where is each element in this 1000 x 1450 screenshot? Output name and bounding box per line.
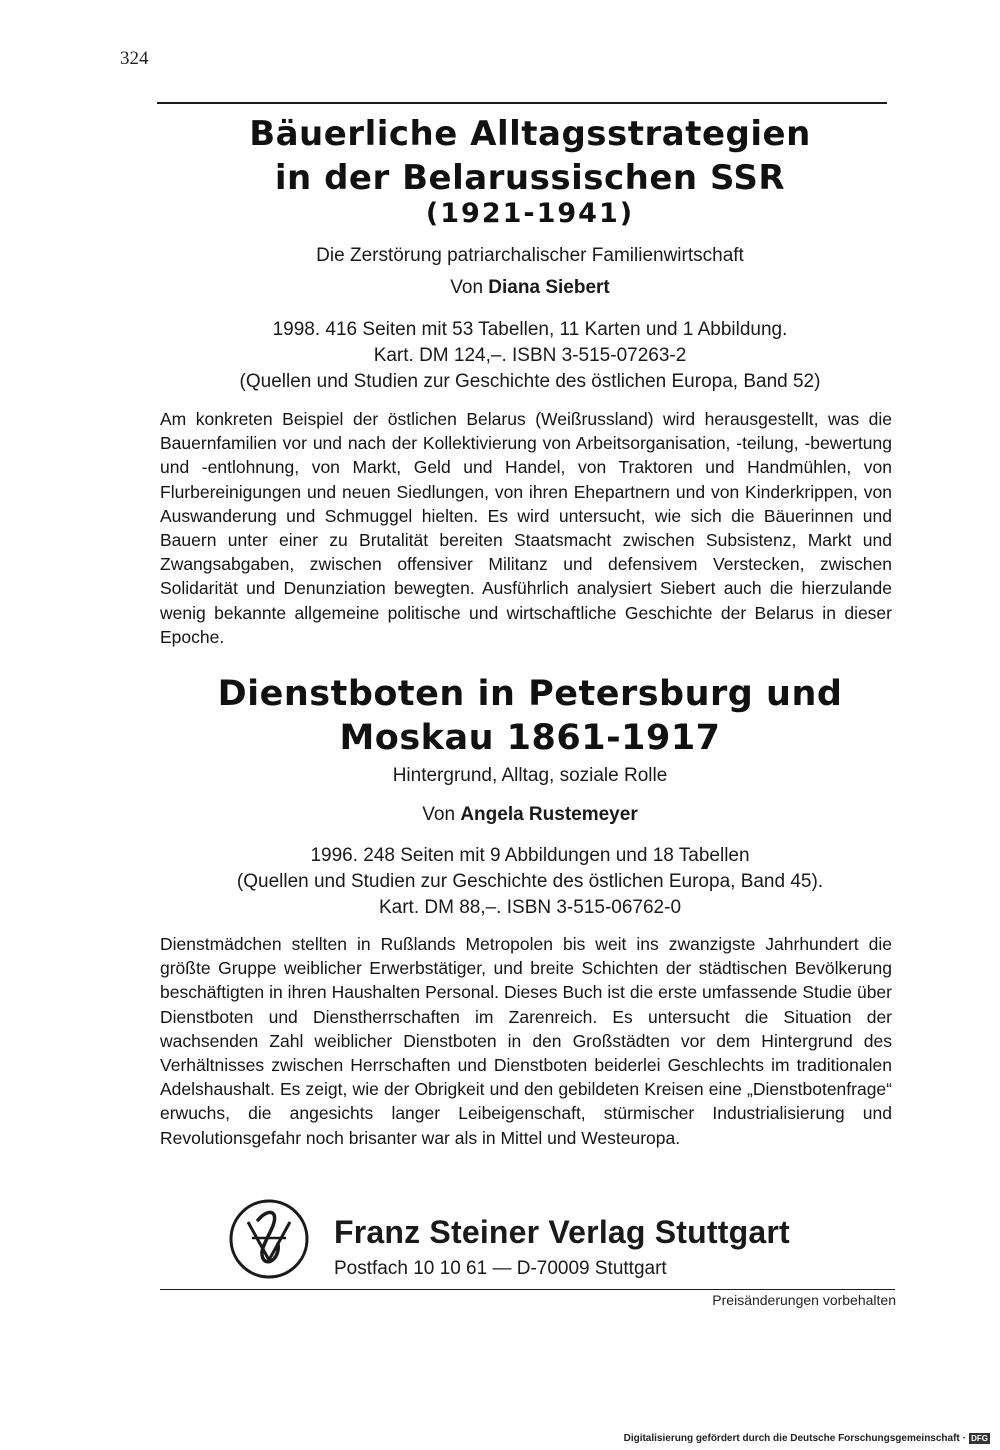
steiner-verlag-logo-icon	[228, 1198, 310, 1280]
bottom-rule	[160, 1289, 895, 1290]
top-rule	[157, 102, 887, 104]
book1-author: Diana Siebert	[488, 277, 610, 298]
book1-subtitle: Die Zerstörung patriarchalischer Familienwirtschaft	[316, 245, 744, 266]
book2-details-line3: Kart. DM 88,–. ISBN 3-515-06762-0	[378, 897, 682, 918]
book2-author-line	[150, 802, 910, 827]
book2-description: Dienstmädchen stellten in Rußlands Metropolen bis weit ins zwanzigste Jahrhundert die größte Gruppe weiblicher Erwerbstätiger, und breite Schichten der städtischen Bevölkerung beschäftigten in ihren Haushalten Personal. Dieses Buch ist die erste umfassende Studie über Dienstboten und Dienstherrschaften im Zarenreich. Es untersucht die Situation der wachsenden Zahl weiblicher Dienstboten in den Großstädten vor dem Hintergrund des Verhältnisses zwischen Herrschaften und Dienstboten beiderlei Geschlechts im traditionalen Adelshaushalt. Es zeigt, wie der Obrigkeit und den gebildeten Kreisen eine „Dienstbotenfrage“ erwuchs, die angesichts langer Leibeigenschaft, stürmischer Industrialisierung und Revolutionsgefahr noch brisanter war als in Mittel und Westeuropa.	[160, 934, 892, 1148]
book2-author: Angela Rustemeyer	[460, 804, 638, 825]
book2-details-line1: 1996. 248 Seiten mit 9 Abbildungen und 18 Tabellen	[310, 845, 750, 866]
book2-title-line2: Moskau 1861-1917	[339, 718, 721, 758]
publisher-address: Postfach 10 10 61 — D-70009 Stuttgart	[334, 1258, 667, 1279]
book1-title-line1: Bäuerliche Alltagsstrategien	[249, 114, 811, 154]
book1-details-line1: 1998. 416 Seiten mit 53 Tabellen, 11 Karten und 1 Abbildung.	[272, 319, 788, 340]
book1-description: Am konkreten Beispiel der östlichen Belarus (Weißrussland) wird herausgestellt, was die Bauernfamilien vor und nach der Kollektivierung von Arbeitsorganisation, -teilung, -bewertung und -entlohnung, von Markt, Geld und Handel, von Traktoren und Handmühlen, von Flurbereinigungen und neuen Siedlungen, von ihren Ehepartnern und von Kinderkrippen, von Auswanderung und Schmuggel hielten. Es wird untersucht, wie sich die Bäuerinnen und Bauern unter einer zu Brutalität bereiten Staatsmacht zwischen Subsistenz, Markt und Zwangsabgaben, zwischen offensiver Militanz und defensivem Verstecken, zwischen Solidarität und Denunziation bewegten. Ausführlich analysiert Siebert auch die hierzulande wenig bekannte allgemeine politische und wirtschaftliche Geschichte der Belarus in dieser Epoche.	[160, 409, 892, 647]
dfg-badge: DFG	[971, 1434, 988, 1443]
book2-author-prefix: Von	[422, 804, 456, 825]
book1-details-line2: Kart. DM 124,–. ISBN 3-515-07263-2	[373, 345, 687, 366]
page-number: 324	[120, 48, 149, 69]
publisher-name: Franz Steiner Verlag Stuttgart	[334, 1214, 790, 1250]
book1-author-prefix: Von	[450, 277, 484, 298]
book2-subtitle: Hintergrund, Alltag, soziale Rolle	[392, 765, 668, 786]
book1-author-line	[150, 275, 910, 300]
book1-years: (1921-1941)	[425, 198, 635, 229]
book1-details-line3: (Quellen und Studien zur Geschichte des östlichen Europa, Band 52)	[239, 371, 821, 392]
book1-title-line2: in der Belarussischen SSR	[274, 158, 786, 198]
funding-text: Digitalisierung gefördert durch die Deutsche Forschungsgemeinschaft	[623, 1433, 960, 1444]
book2-details-line2: (Quellen und Studien zur Geschichte des östlichen Europa, Band 45).	[236, 871, 824, 892]
book2-title-line1: Dienstboten in Petersburg und	[217, 674, 843, 714]
price-note: Preisänderungen vorbehalten	[712, 1292, 896, 1308]
funding-footer: Digitalisierung gefördert durch die Deutsche Forschungsgemeinschaft · DFG	[623, 1433, 988, 1444]
